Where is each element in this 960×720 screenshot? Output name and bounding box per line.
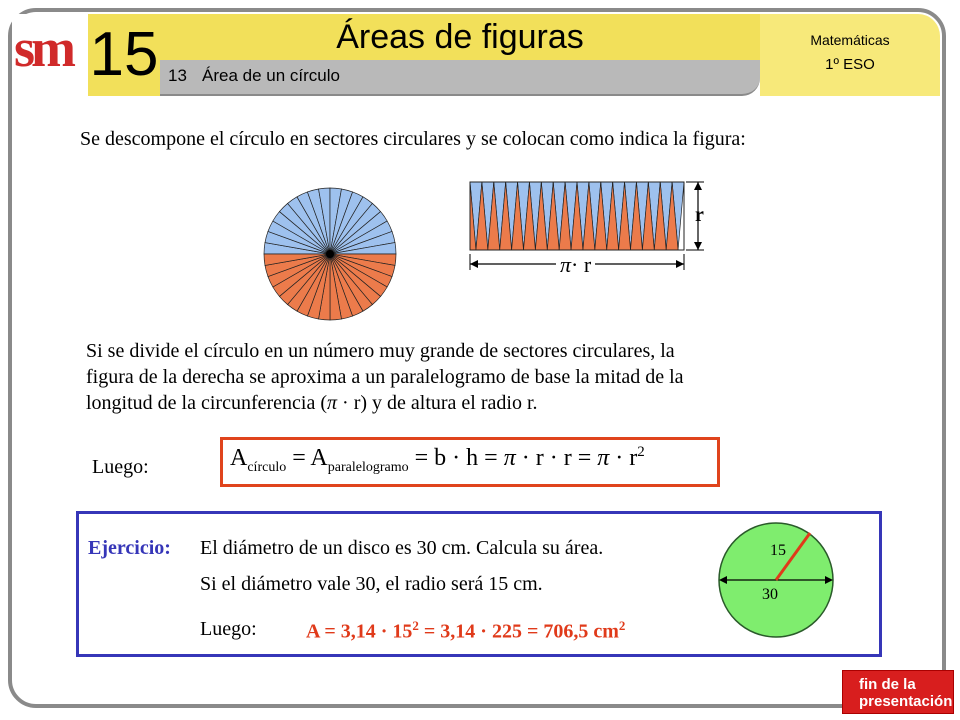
formula-end: · r — [615, 445, 638, 471]
result-exponent-unit: 2 — [618, 618, 626, 633]
explanation-line-3-r: · r — [337, 392, 361, 414]
intro-text: Se descompone el círculo en sectores circulares y se colocan como indica la figura: — [80, 128, 746, 150]
circle-center — [326, 250, 334, 258]
base-arrowhead-left — [470, 260, 478, 268]
radius-label: 15 — [770, 542, 786, 559]
exercise-luego: Luego: — [200, 618, 257, 640]
level-label: 1º ESO — [825, 56, 875, 73]
end-presentation-button[interactable] — [842, 670, 954, 714]
pi-symbol: π — [597, 445, 610, 471]
exercise-result — [306, 618, 625, 644]
formula-exponent: 2 — [637, 444, 645, 460]
explanation-paragraph — [86, 338, 826, 416]
base-label-r: · r — [571, 252, 592, 277]
base-arrowhead-right — [676, 260, 684, 268]
result-part-a: A = 3,14 · 15 — [306, 620, 413, 643]
disc-figure — [716, 520, 836, 640]
page-title: Áreas de figuras — [336, 18, 584, 56]
height-label: r — [695, 204, 704, 226]
exercise-radius-text: Si el diámetro vale 30, el radio será 15 cm. — [200, 573, 543, 595]
lesson-title: Área de un círculo — [202, 66, 340, 85]
lesson-number: 13 — [168, 66, 187, 85]
course-banner — [760, 14, 940, 96]
base-label — [556, 252, 595, 278]
luego-label: Luego: — [92, 456, 149, 478]
formula-eq1: = A — [292, 445, 328, 471]
exercise-label: Ejercicio: — [88, 537, 171, 559]
pi-symbol: π — [503, 445, 516, 471]
exercise-statement: El diámetro de un disco es 30 cm. Calcula su área. — [200, 537, 604, 559]
end-button-line-1: fin de la — [859, 676, 916, 693]
diameter-label: 30 — [762, 586, 778, 603]
explanation-line-3 — [86, 390, 826, 416]
subject-label: Matemáticas — [810, 32, 890, 48]
area-formula — [230, 444, 645, 476]
publisher-logo-text: sm — [14, 18, 72, 78]
sector-circle-figure — [260, 184, 400, 324]
pi-symbol: π — [560, 252, 572, 277]
explanation-line-3-end: ) y de altura el radio r. — [360, 392, 538, 414]
result-exponent: 2 — [412, 618, 419, 633]
explanation-line-3-start: longitud de la circunferencia ( — [86, 392, 327, 414]
formula-eq2: = b · h = — [414, 445, 498, 471]
height-arrowhead-top — [694, 182, 702, 190]
formula-sub-paralelogramo: paralelogramo — [327, 459, 409, 475]
result-part-b: = 3,14 · 225 = 706,5 cm — [418, 620, 619, 643]
pi-symbol: π — [327, 392, 338, 414]
formula-sub-circulo: círculo — [247, 459, 287, 475]
explanation-line-1: Si se divide el círculo en un número muy grande de sectores circulares, la — [86, 340, 675, 362]
height-arrowhead-bottom — [694, 242, 702, 250]
explanation-line-2: figura de la derecha se aproxima a un paralelogramo de base la mitad de la — [86, 366, 684, 388]
unit-number: 15 — [89, 20, 159, 89]
formula-mid: · r · r = — [521, 445, 592, 471]
end-button-line-2: presentación — [859, 693, 953, 710]
formula-A: A — [230, 445, 248, 471]
